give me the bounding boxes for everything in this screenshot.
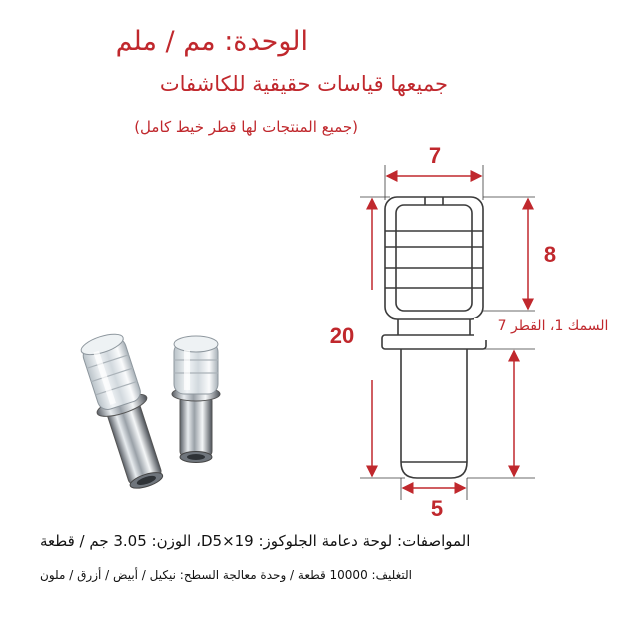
shelf-pin-photo-right [172,336,220,463]
collar-note: السمك 1، القطر 7 [474,318,632,340]
dimension-head-height: 8 [543,242,557,267]
shelf-pin-photo-left [75,329,173,494]
unit-title: الوحدة: مم / ملم [115,26,308,57]
dimension-total-height: 20 [329,323,355,348]
dimension-top-width: 7 [428,143,442,168]
thread-note: (جميع المنتجات لها قطر خيط كامل) [134,118,358,136]
specification-line: المواصفات: لوحة دعامة الجلوكوز: D5×19، الوزن: 3.05 جم / قطعة [40,532,471,550]
technical-drawing [382,197,486,478]
dimension-bottom-width: 5 [430,496,444,521]
packaging-line: التغليف: 10000 قطعة / وحدة معالجة السطح: نيكيل / أبيض / أزرق / ملون [40,568,412,582]
measure-note: جميعها قياسات حقيقية للكاشفات [159,72,448,96]
